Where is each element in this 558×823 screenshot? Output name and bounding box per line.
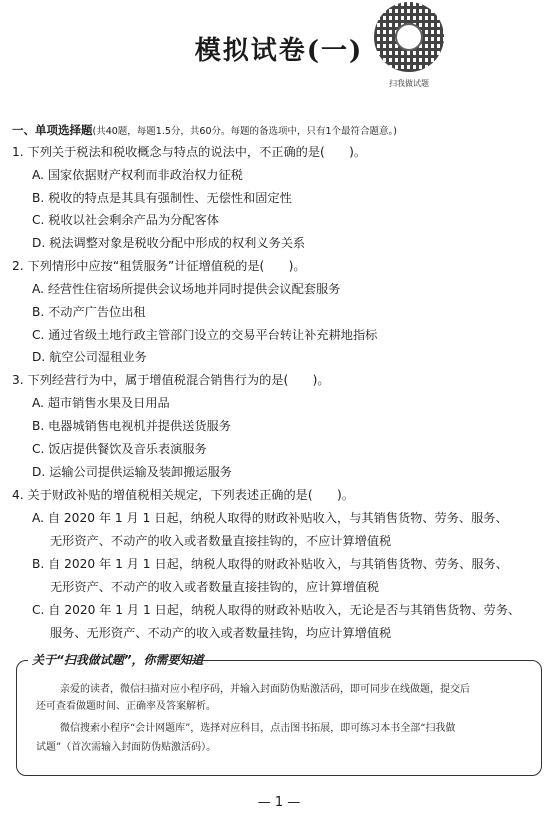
qr-code-image[interactable] — [374, 2, 444, 72]
notice-title-rule — [188, 660, 250, 661]
question-option: B. 电器城销售电视机并提供送货服务 — [32, 419, 231, 433]
question-option: D. 税法调整对象是税收分配中形成的权利义务关系 — [32, 236, 306, 250]
question-option-continuation: 无形资产、不动产的收入或者数量直接挂钩的，应计算增值税 — [50, 580, 380, 594]
question-option: A. 自 2020 年 1 月 1 日起，纳税人取得的财政补贴收入，与其销售货物、劳务、服务、 — [32, 511, 508, 525]
question-option: A. 经营性住宿场所提供会议场地并同时提供会议配套服务 — [32, 282, 341, 296]
section-heading — [12, 122, 397, 138]
question-stem: 1. 下列关于税法和税收概念与特点的说法中，不正确的是( )。 — [12, 145, 367, 159]
section-title: 一、单项选择题 — [12, 123, 93, 137]
notice-title: 关于“扫我做试题”，你需要知道 — [28, 651, 207, 668]
question-option-continuation: 无形资产、不动产的收入或者数量直接挂钩的，不应计算增值税 — [50, 534, 392, 548]
question-option: C. 通过省级土地行政主管部门设立的交易平台转让补充耕地指标 — [32, 328, 378, 342]
notice-line: 微信搜索小程序“会计网题库”，选择对应科目，点击图书拓展，即可练习本书全部“扫我做 — [60, 723, 456, 734]
question-option: A. 国家依据财产权利而非政治权力征税 — [32, 168, 243, 182]
question-option: B. 税收的特点是其具有强制性、无偿性和固定性 — [32, 191, 292, 205]
section-note: (共40题，每题1.5分，共60分。每题的备选项中，只有1个最符合题意。) — [92, 126, 397, 137]
page-title: 模拟试卷(一) — [194, 36, 364, 66]
question-option: A. 超市销售水果及日用品 — [32, 396, 170, 410]
notice-line: 试题”（首次需输入封面防伪贴激活码）。 — [36, 742, 217, 753]
question-option: D. 航空公司湿租业务 — [32, 350, 147, 364]
page-number: — 1 — — [257, 795, 301, 810]
notice-line: 亲爱的读者，微信扫描对应小程序码，并输入封面防伪贴激活码，即可同步在线做题，提交后 — [60, 684, 470, 695]
question-option: C. 饭店提供餐饮及音乐表演服务 — [32, 442, 207, 456]
notice-box — [16, 660, 542, 776]
question-option: B. 自 2020 年 1 月 1 日起，纳税人取得的财政补贴收入，与其销售货物、劳务、服务、 — [32, 557, 508, 571]
question-stem: 2. 下列情形中应按“租赁服务”计征增值税的是( )。 — [12, 259, 306, 273]
qr-logo-icon — [395, 23, 423, 51]
qr-code-block[interactable] — [370, 2, 448, 89]
question-option: D. 运输公司提供运输及装卸搬运服务 — [32, 465, 232, 479]
question-stem: 4. 关于财政补贴的增值税相关规定，下列表述正确的是( )。 — [12, 488, 354, 502]
question-stem: 3. 下列经营行为中，属于增值税混合销售行为的是( )。 — [12, 373, 330, 387]
qr-caption: 扫我做试题 — [389, 79, 429, 88]
question-option: B. 不动产广告位出租 — [32, 305, 146, 319]
question-option: C. 自 2020 年 1 月 1 日起，纳税人取得的财政补贴收入，无论是否与其销售货物、劳务、 — [32, 603, 521, 617]
notice-line: 还可查看做题时间、正确率及答案解析。 — [36, 701, 216, 712]
question-option: C. 税收以社会剩余产品为分配客体 — [32, 213, 219, 227]
question-option-continuation: 服务、无形资产、不动产的收入或者数量挂钩，均应计算增值税 — [50, 626, 392, 640]
